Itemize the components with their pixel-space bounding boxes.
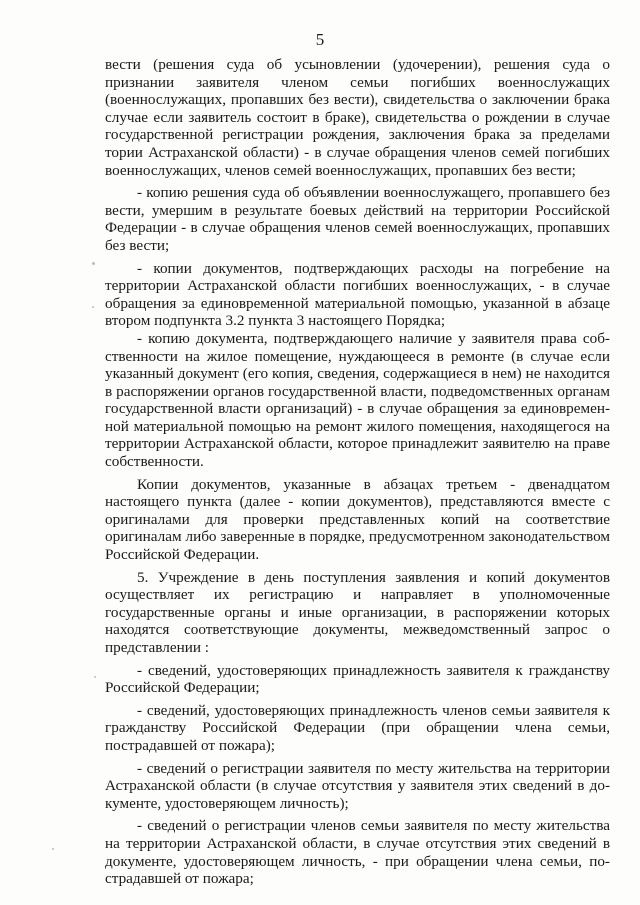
paragraph-5 bbox=[105, 476, 610, 564]
text-line: обращения за единовременной материальной помощью, указанной в абзаце bbox=[105, 294, 610, 312]
paragraph-3 bbox=[105, 260, 610, 330]
page-number: 5 bbox=[315, 30, 325, 49]
text-line: тории Астраханской области) - в случае обращения членов семей погибших bbox=[105, 143, 610, 161]
paragraph-6 bbox=[105, 569, 610, 657]
paragraph-9 bbox=[105, 760, 610, 813]
text-line: представлении : bbox=[105, 639, 209, 656]
text-line: - копию документа, подтверждающего наличие у заявителя права соб- bbox=[137, 329, 610, 347]
paragraph-2 bbox=[105, 184, 610, 254]
text-line: - копии документов, подтверждающих расходы на погребение на bbox=[137, 259, 610, 277]
text-line: случае если заявитель состоит в браке), свидетельства о рождении в случае bbox=[105, 108, 610, 126]
text-line: указанный документ (его копия, сведения, содержащиеся в нем) не находится bbox=[105, 365, 610, 383]
text-line: вести (решения суда об усыновлении (удочерении), решения суда о bbox=[105, 56, 610, 73]
text-line: государственной регистрации рождения, заключения брака за пределами bbox=[105, 126, 610, 144]
text-line: (военнослужащих, пропавших без вести), свидетельства о заключении брака bbox=[105, 91, 610, 109]
text-line: кументе, удостоверяющем личность); bbox=[105, 794, 349, 812]
text-line: без вести; bbox=[105, 236, 170, 254]
text-line: - сведений, удостоверяющих принадлежность заявителя к гражданству bbox=[137, 661, 610, 679]
paragraph-7 bbox=[105, 662, 610, 697]
text-line: территории Астраханской области погибших военнослужащих, - в случае bbox=[105, 277, 610, 295]
text-line: вести, умершим в результате боевых действий на территории Российской bbox=[105, 201, 610, 219]
paragraph-1 bbox=[105, 56, 610, 179]
scan-speck bbox=[52, 848, 54, 850]
text-line: Астраханской области (в случае отсутствия у заявителя этих сведений в до- bbox=[105, 777, 610, 795]
text-line: Федерации - в случае обращения членов семей военнослужащих, пропавших bbox=[105, 219, 610, 237]
text-line: - сведений о регистрации членов семьи заявителя по месту жительства bbox=[137, 817, 610, 835]
text-line: находятся соответствующие документы, межведомственный запрос о bbox=[105, 621, 610, 639]
paragraph-8 bbox=[105, 702, 610, 755]
text-line: на территории Астраханской области, в случае отсутствия этих сведений в bbox=[105, 834, 610, 852]
text-line: документе, удостоверяющем личность, - при обращении члена семьи, по- bbox=[105, 852, 610, 870]
text-line: пострадавшей от пожара); bbox=[105, 736, 276, 754]
text-line: военнослужащих, членов семей военнослужащих, пропавших без вести; bbox=[105, 161, 576, 179]
paragraph-10 bbox=[105, 817, 610, 887]
text-line: гражданству Российской Федерации (при обращении члена семьи, bbox=[105, 719, 610, 737]
text-line: Российской Федерации. bbox=[105, 546, 260, 564]
text-line: государственной власти организаций) - в случае обращения за единовремен- bbox=[105, 400, 610, 418]
text-line: в распоряжении органов государственной власти, подведомственных органам bbox=[105, 382, 610, 400]
text-line: - сведений, удостоверяющих принадлежность членов семьи заявителя к bbox=[137, 701, 610, 719]
text-line: осуществляет их регистрацию и направляет в уполномоченные bbox=[105, 586, 610, 604]
text-line: страдавшей от пожара; bbox=[105, 870, 254, 888]
text-line: - копию решения суда об объявлении военнослужащего, пропавшего без bbox=[137, 184, 610, 202]
text-line: собственности. bbox=[105, 453, 204, 471]
text-line: государственные органы и иные организации, в распоряжении которых bbox=[105, 603, 610, 621]
text-line: ственности на жилое помещение, нуждающееся в ремонте (в случае если bbox=[105, 347, 610, 365]
scan-speck bbox=[92, 262, 95, 265]
scan-speck bbox=[94, 676, 96, 678]
text-line: оригиналам либо заверенные в порядке, предусмотренном законодательством bbox=[105, 528, 610, 546]
text-line: территории Астраханской области, которое принадлежит заявителю на праве bbox=[105, 435, 610, 453]
paragraph-4 bbox=[105, 330, 610, 471]
text-line: Копии документов, указанные в абзацах третьем - двенадцатом bbox=[137, 475, 610, 493]
text-line: втором подпункта 3.2 пункта 3 настоящего Порядка; bbox=[105, 312, 446, 330]
text-line: - сведений о регистрации заявителя по месту жительства на территории bbox=[137, 759, 610, 777]
text-line: оригиналами для проверки представленных копий на соответствие bbox=[105, 510, 610, 528]
scan-speck bbox=[92, 306, 94, 308]
text-line: признании заявителя членом семьи погибших военнослужащих bbox=[105, 73, 610, 91]
body-text bbox=[105, 56, 610, 888]
text-line: Российской Федерации; bbox=[105, 679, 260, 697]
text-line: настоящего пункта (далее - копии документов), представляются вместе с bbox=[105, 493, 610, 511]
text-line: 5. Учреждение в день поступления заявления и копий документов bbox=[137, 568, 610, 586]
text-line: ной материальной помощью на ремонт жилого помещения, находящегося на bbox=[105, 417, 610, 435]
